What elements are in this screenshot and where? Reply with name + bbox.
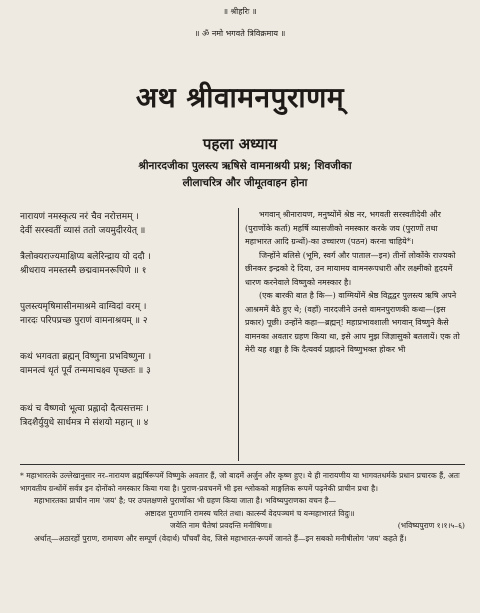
verse-block <box>20 210 235 238</box>
footnote-text: * महाभारतके उल्लेखानुसार नर–नारायण ब्रह्मर्षिरूपमें विष्णुके अवतार हैं, जो बादमें अर्जुन और कृष्ण हुए। ये ही नारायणीय या भागवतधर्मके प्रधान प्रचारक हैं, अतः भागवतीय ग्रन्थोंमें सर्वत्र इन दोनोंको नमस्कार किया गया है। पुराण-प्रवचनमें भी इस श्लोकको माङ्गलिक रूपमें पढ़नेकी प्राचीन प्रथा है। <box>20 471 460 493</box>
translation-paragraph: जिन्होंने बलिसे (भूमि, स्वर्ग और पाताल—इन) तीनों लोकोंके राज्यको छीनकर इन्द्रको दे दिया, उन मायामय वामनरूपधारी और लक्ष्मीको हृदयमें धारण करनेवाले विष्णुको नमस्कार है। <box>245 250 456 287</box>
chapter-heading: पहला अध्याय <box>202 135 278 153</box>
verse-block <box>20 300 235 328</box>
summary-line: लीलाचरित्र और जीमूतवाहन होना <box>182 177 308 189</box>
summary-line: श्रीनारदजीका पुलस्त्य ऋषिसे वामनाश्रयी प्रश्न; शिवजीका <box>138 160 352 172</box>
verse-line: नारायणं नमस्कृत्य नरं चैव नरोत्तमम् । <box>20 212 139 222</box>
footnote-rule <box>20 464 465 465</box>
column-divider <box>238 208 239 461</box>
verse-line: पुलस्त्यमृषिमासीनमाश्रमे वाग्विदां वरम् । <box>20 302 147 312</box>
page-title: अथ श्रीवामनपुराणम् <box>135 81 345 114</box>
verse-line: श्रीधराय नमस्तस्मै छद्मवामनरूपिणे ॥ १ <box>20 266 147 276</box>
footnote-text: अर्थात्—अठारहों पुराण, रामायण और सम्पूर्ण (वेदार्थ) पाँचवाँ वेद, जिसे महाभारत-रूपमें जानते हैं—इन सबको मनीषीलोग 'जय' कहते हैं। <box>34 533 407 543</box>
footnote-verse: अष्टादश पुराणानि रामस्य चरितं तथा। कार्त्स्न्यं वेदपञ्चमं च यन्महाभारतं विदुः॥ <box>144 508 355 518</box>
translation-paragraph: (एक बारकी बात है कि—) वाग्मियोंमें श्रेष्ठ विद्वद्वर पुलस्त्य ऋषि अपने आश्रममें बैठे हुए थे; (वहाँ) नारदजीने उनसे वामनपुराणकी कथा—(इस प्रकार) पूछी। उन्होंने कहा—ब्रह्मन्! महाप्रभावशाली भगवान् विष्णुने कैसे वामनका अवतार ग्रहण किया था, इसे आप मुझ जिज्ञासुको बतलायें। एक तो मेरी यह शङ्का है कि दैत्यवर्य प्रह्लादने विष्णुभक्त होकर भी <box>245 291 460 354</box>
mantra-header: ॥ ॐ नमो भगवते त्रिविक्रमाय ॥ <box>194 29 286 38</box>
footnotes <box>20 470 465 545</box>
verse-line: देवीं सरस्वतीं व्यासं ततो जयमुदीरयेत् ॥ <box>20 226 146 236</box>
chapter-summary <box>110 158 380 192</box>
verse-line: त्रिदशैर्युयुधे सार्धमत्र मे संशयो महान् ॥ ४ <box>20 418 149 428</box>
verse-line: कथं च वैष्णवो भूत्वा प्रह्लादो दैत्यसत्तमः । <box>20 404 149 414</box>
footnote-verse: जयेति नाम चैतेषां प्रवदन्ति मनीषिणः॥ <box>170 521 273 530</box>
footnote-text: महाभारतका प्राचीन नाम 'जय' है; पर उपलक्षणसे पुराणोंका भी ग्रहण किया जाता है। भविष्यपुराणका वचन है— <box>34 496 337 505</box>
verse-line: वामनत्वं धृतं पूर्वं तन्ममाचक्ष्व पृच्छतः ॥ ३ <box>20 366 151 376</box>
verse-line: त्रैलोक्यराज्यमाक्षिप्य बलेरिन्द्राय यो ददौ । <box>20 252 151 262</box>
verse-line: कथं भगवता ब्रह्मन् विष्णुना प्रभविष्णुना । <box>20 352 152 362</box>
verse-line: नारदः परिपप्रच्छ पुराणं वामनाश्रयम् ॥ २ <box>20 316 148 326</box>
verse-block <box>20 402 235 430</box>
verse-block <box>20 250 235 278</box>
sanskrit-verses <box>20 210 235 430</box>
footnote-citation: (भविष्यपुराण १।१।५–६) <box>397 521 465 530</box>
hindi-translation <box>245 208 465 357</box>
invocation-header: ॥ श्रीहरिः ॥ <box>223 7 257 16</box>
verse-block <box>20 350 235 378</box>
translation-paragraph: भगवान् श्रीनारायण, मनुष्योंमें श्रेष्ठ नर, भगवती सरस्वतीदेवी और (पुराणोंके कर्ता) महर्षि व्यासजीको नमस्कार करके जय (पुराणों तथा महाभारत आदि ग्रन्थों)-का उच्चारण (पठन) करना चाहिये*। <box>245 210 441 246</box>
